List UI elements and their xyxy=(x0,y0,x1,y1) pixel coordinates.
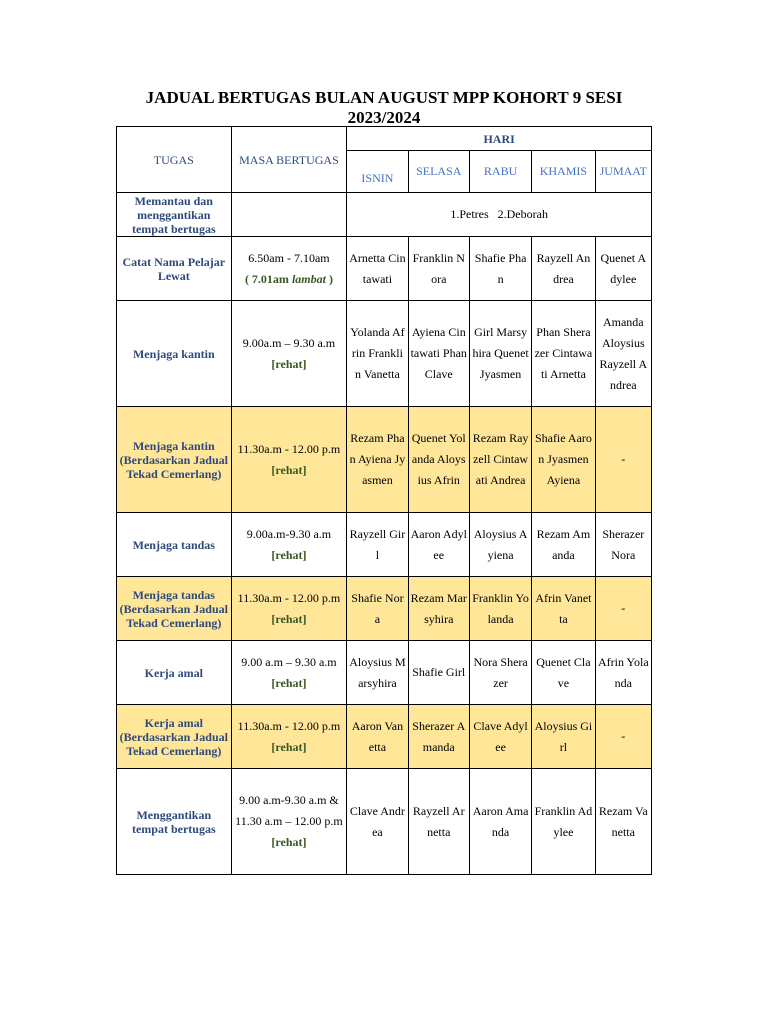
time-cell xyxy=(231,641,347,705)
time-text: 11.30a.m - 12.00 p.m xyxy=(237,441,341,456)
memantau-names: 1.Petres 2.Deborah xyxy=(347,193,652,237)
duty-row xyxy=(117,705,652,769)
tugas-cell: Catat Nama Pelajar Lewat xyxy=(117,237,232,301)
row-catat xyxy=(117,237,652,301)
rehat-label: [rehat] xyxy=(271,547,307,562)
rehat-label: [rehat] xyxy=(271,835,307,849)
name-cell: Rezam Rayzell Cintawati Andrea xyxy=(469,407,531,513)
tugas-cell: Menjaga kantin xyxy=(117,301,232,407)
time-text: 9.00a.m-9.30 a.m xyxy=(246,526,332,541)
tugas-cell: Menjaga tandas (Berdasarkan Jadual Tekad Cemerlang) xyxy=(117,577,232,641)
day-header: KHAMIS xyxy=(532,151,595,193)
name-cell: Rezam Marsyhira xyxy=(408,577,469,641)
name-cell: - xyxy=(595,705,651,769)
duty-row xyxy=(117,301,652,407)
header-tugas: TUGAS xyxy=(117,127,232,193)
duty-row xyxy=(117,577,652,641)
late-prefix: ( 7.01am xyxy=(244,271,292,286)
rehat-label: [rehat] xyxy=(271,611,307,626)
name-cell: Afrin Vanetta xyxy=(532,577,595,641)
tugas-cell: Kerja amal xyxy=(117,641,232,705)
name-cell: - xyxy=(595,577,651,641)
name-cell: Yolanda Afrin Franklin Vanetta xyxy=(347,301,408,407)
time-cell xyxy=(231,237,347,301)
time-text: 6.50am - 7.10am xyxy=(248,250,330,265)
day-header: ISNIN xyxy=(347,151,408,193)
name-cell: Shafie Aaron Jyasmen Ayiena xyxy=(532,407,595,513)
tugas-cell: Menjaga kantin (Berdasarkan Jadual Tekad Cemerlang) xyxy=(117,407,232,513)
day-header: SELASA xyxy=(408,151,469,193)
name-cell: Franklin Nora xyxy=(408,237,469,301)
name-cell: Aloysius Marsyhira xyxy=(347,641,408,705)
name-cell: Shafie Girl xyxy=(408,641,469,705)
late-note xyxy=(234,269,345,290)
name-cell: Aaron Vanetta xyxy=(347,705,408,769)
name-cell: Rezam Phan Ayiena Jyasmen xyxy=(347,407,408,513)
name-cell: Arnetta Cintawati xyxy=(347,237,408,301)
name-cell: Phan Sherazer Cintawati Arnetta xyxy=(532,301,595,407)
duty-row xyxy=(117,641,652,705)
time-text: 11.30a.m - 12.00 p.m xyxy=(237,590,341,605)
name-cell: Quenet Yolanda Aloysius Afrin xyxy=(408,407,469,513)
name-cell: - xyxy=(595,407,651,513)
duty-row xyxy=(117,407,652,513)
time-cell xyxy=(231,769,347,875)
time-cell-empty xyxy=(231,193,347,237)
tugas-cell: Menggantikan tempat bertugas xyxy=(117,769,232,875)
day-header: RABU xyxy=(469,151,531,193)
tugas-cell: Kerja amal (Berdasarkan Jadual Tekad Cemerlang) xyxy=(117,705,232,769)
name-cell: Aaron Adylee xyxy=(408,513,469,577)
row-memantau xyxy=(117,193,652,237)
duty-row xyxy=(117,769,652,875)
name-cell: Shafie Phan xyxy=(469,237,531,301)
time-text: 9.00 a.m – 9.30 a.m xyxy=(241,654,337,669)
name-cell: Rayzell Andrea xyxy=(532,237,595,301)
name-cell: Franklin Yolanda xyxy=(469,577,531,641)
rehat-label: [rehat] xyxy=(271,739,307,754)
tugas-cell: Memantau dan menggantikan tempat bertugas xyxy=(117,193,232,237)
tugas-cell: Menjaga tandas xyxy=(117,513,232,577)
duty-row xyxy=(117,513,652,577)
name-cell: Rayzell Arnetta xyxy=(408,769,469,875)
name-cell: Afrin Yolanda xyxy=(595,641,651,705)
name-cell: Quenet Clave xyxy=(532,641,595,705)
time-cell xyxy=(231,407,347,513)
time-text: 9.00 a.m-9.30 a.m & 11.30 a.m – 12.00 p.m xyxy=(235,793,343,828)
header-masa-bertugas: MASA BERTUGAS xyxy=(231,127,347,193)
time-text: 9.00a.m – 9.30 a.m xyxy=(242,335,336,350)
name-cell: Aaron Amanda xyxy=(469,769,531,875)
time-cell xyxy=(231,577,347,641)
name-cell: Quenet Adylee xyxy=(595,237,651,301)
day-header: JUMAAT xyxy=(595,151,651,193)
name-cell: Rayzell Girl xyxy=(347,513,408,577)
name-cell: Franklin Adylee xyxy=(532,769,595,875)
time-cell xyxy=(231,513,347,577)
rehat-label: [rehat] xyxy=(271,462,307,477)
name-cell: Aloysius Ayiena xyxy=(469,513,531,577)
header-hari: HARI xyxy=(347,127,652,151)
name-cell: Aloysius Girl xyxy=(532,705,595,769)
time-cell xyxy=(231,301,347,407)
name-cell: Rezam Amanda xyxy=(532,513,595,577)
name-cell: Ayiena Cintawati Phan Clave xyxy=(408,301,469,407)
name-cell: Clave Adylee xyxy=(469,705,531,769)
name-cell: Sherazer Nora xyxy=(595,513,651,577)
rehat-label: [rehat] xyxy=(271,356,307,371)
name-cell: Clave Andrea xyxy=(347,769,408,875)
header-row xyxy=(117,127,652,151)
page-title: JADUAL BERTUGAS BULAN AUGUST MPP KOHORT 9 SESI 2023/2024 xyxy=(145,88,623,127)
late-suffix: ) xyxy=(325,271,333,286)
name-cell: Amanda Aloysius Rayzell Andrea xyxy=(595,301,651,407)
time-cell xyxy=(231,705,347,769)
name-cell: Sherazer Amanda xyxy=(408,705,469,769)
name-cell: Girl Marsyhira Quenet Jyasmen xyxy=(469,301,531,407)
name-cell: Rezam Vanetta xyxy=(595,769,651,875)
name-cell: Nora Sherazer xyxy=(469,641,531,705)
rehat-label: [rehat] xyxy=(271,675,307,690)
late-word: lambat xyxy=(291,271,326,286)
name-cell: Shafie Nora xyxy=(347,577,408,641)
time-text: 11.30a.m - 12.00 p.m xyxy=(237,718,341,733)
duty-schedule-table xyxy=(116,126,652,875)
